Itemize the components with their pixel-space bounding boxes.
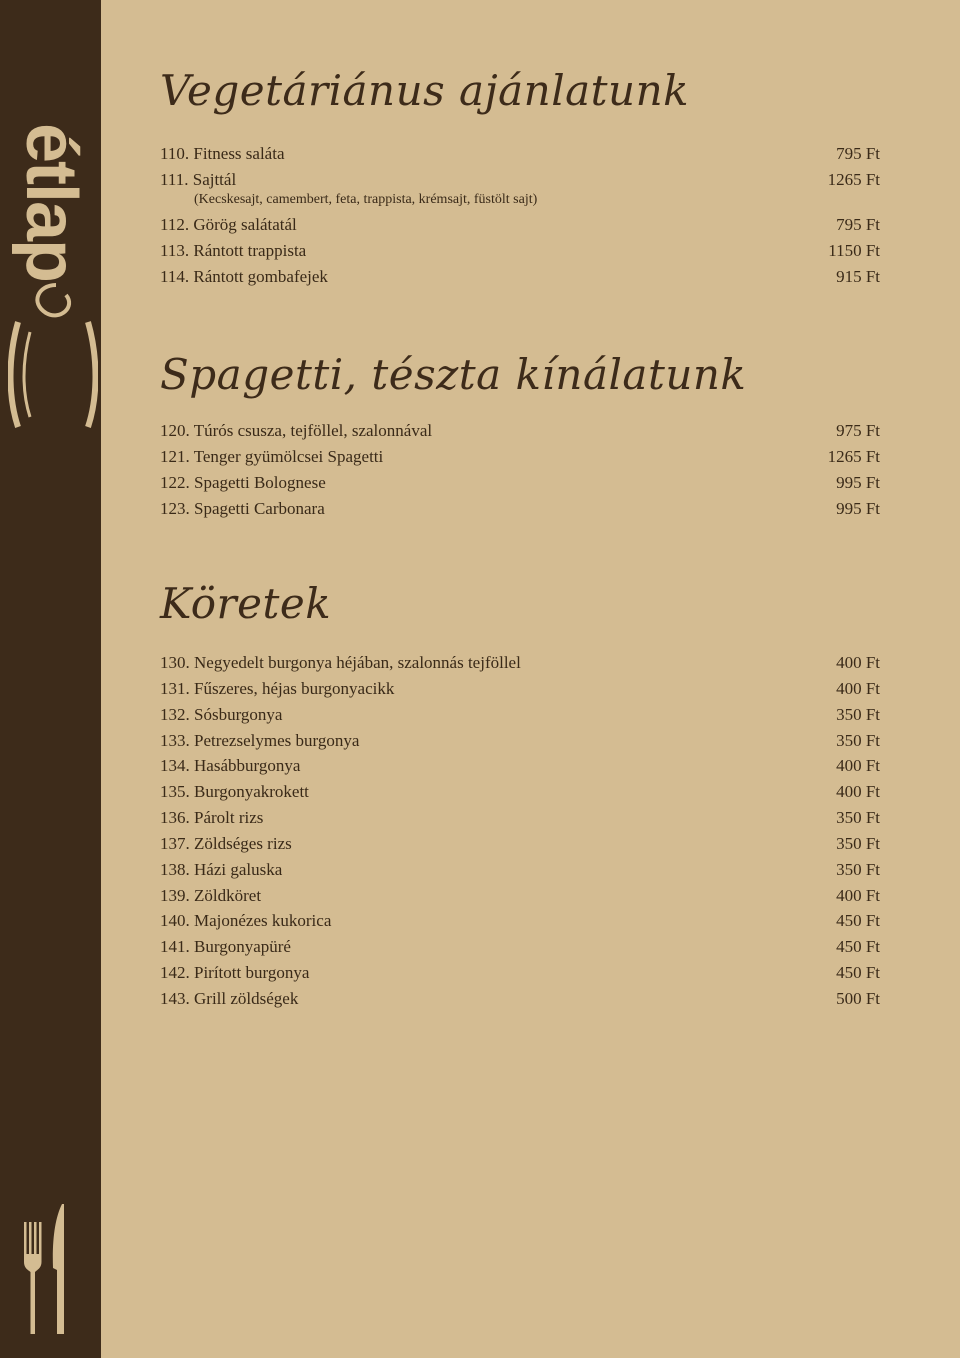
item-price: 350 Ft bbox=[836, 705, 880, 724]
menu-item bbox=[160, 807, 880, 829]
item-price: 400 Ft bbox=[836, 756, 880, 775]
menu-item bbox=[160, 936, 880, 958]
item-name: 113. Rántott trappista bbox=[160, 241, 307, 260]
section-heading-pasta: Spagetti, tészta kínálatunk bbox=[160, 350, 747, 399]
menu-item bbox=[160, 472, 880, 494]
menu-item bbox=[160, 678, 880, 700]
item-price: 350 Ft bbox=[836, 834, 880, 853]
item-name: 130. Negyedelt burgonya héjában, szalonnás tejföllel bbox=[160, 653, 521, 672]
menu-item bbox=[160, 169, 880, 191]
item-name: 137. Zöldséges rizs bbox=[160, 834, 292, 853]
menu-item bbox=[160, 143, 880, 165]
item-name: 112. Görög salátatál bbox=[160, 215, 297, 234]
item-name: 123. Spagetti Carbonara bbox=[160, 499, 325, 518]
menu-item bbox=[160, 833, 880, 855]
item-price: 1265 Ft bbox=[827, 447, 880, 466]
menu-item bbox=[160, 755, 880, 777]
item-name: 131. Fűszeres, héjas burgonyacikk bbox=[160, 679, 395, 698]
item-price: 400 Ft bbox=[836, 679, 880, 698]
menu-item bbox=[160, 781, 880, 803]
menu-item bbox=[160, 704, 880, 726]
section-heading-vegetarian: Vegetáriánus ajánlatunk bbox=[160, 66, 690, 115]
menu-item bbox=[160, 652, 880, 674]
item-price: 450 Ft bbox=[836, 911, 880, 930]
item-price: 915 Ft bbox=[836, 267, 880, 286]
item-name: 142. Pirított burgonya bbox=[160, 963, 310, 982]
item-price: 450 Ft bbox=[836, 963, 880, 982]
item-name: 141. Burgonyapüré bbox=[160, 937, 291, 956]
item-name: 111. Sajttál bbox=[160, 170, 237, 189]
menu-item bbox=[160, 240, 880, 262]
item-name: 133. Petrezselymes burgonya bbox=[160, 731, 360, 750]
item-name: 138. Házi galuska bbox=[160, 860, 283, 879]
item-price: 795 Ft bbox=[836, 144, 880, 163]
item-note: (Kecskesajt, camembert, feta, trappista, krémsajt, füstölt sajt) bbox=[194, 192, 538, 207]
menu-item bbox=[160, 962, 880, 984]
brand-title: étlap bbox=[11, 122, 91, 282]
brand-logo bbox=[4, 92, 98, 452]
item-name: 136. Párolt rizs bbox=[160, 808, 264, 827]
item-price: 400 Ft bbox=[836, 653, 880, 672]
item-price: 500 Ft bbox=[836, 989, 880, 1008]
menu-item bbox=[160, 214, 880, 236]
item-name: 121. Tenger gyümölcsei Spagetti bbox=[160, 447, 384, 466]
item-price: 1150 Ft bbox=[828, 241, 880, 260]
item-name: 139. Zöldköret bbox=[160, 886, 262, 905]
item-price: 1265 Ft bbox=[827, 170, 880, 189]
item-name: 140. Majonézes kukorica bbox=[160, 911, 332, 930]
item-name: 114. Rántott gombafejek bbox=[160, 267, 328, 286]
item-price: 795 Ft bbox=[836, 215, 880, 234]
item-price: 450 Ft bbox=[836, 937, 880, 956]
menu-item bbox=[160, 420, 880, 442]
item-price: 350 Ft bbox=[836, 808, 880, 827]
knife-icon bbox=[53, 1204, 64, 1334]
item-price: 400 Ft bbox=[836, 782, 880, 801]
menu-item bbox=[160, 859, 880, 881]
item-price: 350 Ft bbox=[836, 731, 880, 750]
menu-item bbox=[160, 910, 880, 932]
item-name: 122. Spagetti Bolognese bbox=[160, 473, 326, 492]
item-name: 134. Hasábburgonya bbox=[160, 756, 301, 775]
item-price: 995 Ft bbox=[836, 499, 880, 518]
sidebar bbox=[0, 0, 101, 1358]
item-name: 120. Túrós csusza, tejföllel, szalonnával bbox=[160, 421, 433, 440]
swirl-logo-icon bbox=[8, 277, 98, 452]
cutlery-icon bbox=[22, 1200, 72, 1340]
item-price: 975 Ft bbox=[836, 421, 880, 440]
menu-item bbox=[160, 988, 880, 1010]
menu-item bbox=[160, 266, 880, 288]
item-name: 110. Fitness saláta bbox=[160, 144, 285, 163]
menu-item bbox=[160, 446, 880, 468]
menu-item bbox=[160, 730, 880, 752]
menu-item bbox=[160, 498, 880, 520]
item-name: 135. Burgonyakrokett bbox=[160, 782, 309, 801]
section-heading-sides: Köretek bbox=[160, 579, 332, 628]
item-name: 143. Grill zöldségek bbox=[160, 989, 299, 1008]
menu-item bbox=[160, 885, 880, 907]
item-price: 350 Ft bbox=[836, 860, 880, 879]
item-name: 132. Sósburgonya bbox=[160, 705, 283, 724]
fork-icon bbox=[24, 1222, 42, 1334]
item-price: 400 Ft bbox=[836, 886, 880, 905]
item-price: 995 Ft bbox=[836, 473, 880, 492]
